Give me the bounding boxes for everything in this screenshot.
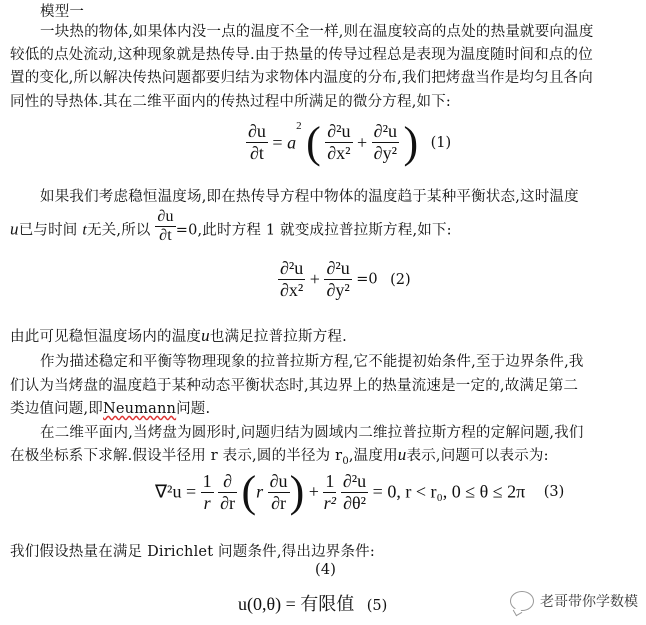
- eq3-f5-den: ∂θ²: [343, 492, 366, 513]
- eq2-t2-num: ∂²u: [326, 258, 350, 278]
- section-title: 模型一: [40, 4, 85, 20]
- eq3-f2-num: ∂: [218, 471, 237, 493]
- eq2-t2-den: ∂y²: [326, 280, 350, 300]
- paragraph-line: 作为描述稳定和平衡等物理现象的拉普拉斯方程,它不能提初始条件,至于边界条件,我: [40, 354, 584, 370]
- text-frag: 已与时间: [18, 222, 78, 239]
- var-u: u: [397, 445, 407, 464]
- paragraph-line: 同性的导热体.其在二维平面内的传热过程中所满足的微分方程,如下:: [10, 94, 452, 110]
- text-frag: ,温度用: [348, 448, 398, 464]
- eq2-tag: (2): [390, 271, 411, 288]
- eq3-f5-num: ∂²u: [342, 470, 367, 491]
- eq3-inner-r: r: [256, 481, 264, 502]
- var-u: u: [201, 326, 210, 345]
- paragraph-line-mixed: [10, 397, 646, 418]
- eq3-f4-den: r²: [323, 492, 337, 513]
- eq3-f3-den: ∂r: [271, 492, 287, 513]
- paragraph-line: 如果我们考虑稳恒温度场,即在热传导方程中物体的温度趋于某种平衡状态,这时温度: [40, 189, 579, 205]
- text-frag: 表示,问题可以表示为:: [406, 448, 549, 464]
- eq1-t2-den: ∂y²: [373, 143, 397, 164]
- paragraph-line: 们认为当烤盘的温度趋于某种动态平衡状态时,其边界上的热量流速是一定的,故满足第二: [10, 378, 579, 394]
- text-frag: 类边值问题,即: [10, 401, 104, 417]
- var-t: t: [82, 221, 87, 239]
- eq4-tag: (4): [315, 562, 337, 578]
- eq1-lhs-num: ∂u: [248, 121, 266, 142]
- eq3-f3-num: ∂u: [269, 470, 288, 491]
- equation-2: $\frac{\text{∂²u}}{\text{∂x²}}$ + $\frac{\text{∂²u}}{\text{∂y²}}$ =0 (2): [280, 258, 411, 300]
- equation-3: ∇²u = $\frac{1}{r}$ $\frac{\partial}{\partial r}$ (r $\frac{\partial u}{\partial r}$ ) + $\frac{1}{\text{r²}}$ $\frac{\text{∂²u}}{\text{∂θ²}}$ = 0, r < r₀, 0 ≤ θ ≤ 2π (3): [155, 467, 565, 516]
- equation-5: [238, 590, 387, 616]
- eq3-f1-num: 1: [202, 470, 212, 491]
- eq1-lhs-den: ∂t: [250, 143, 264, 164]
- eq1-t1-den: ∂x²: [327, 143, 351, 164]
- eq1-coef-sup: 2: [296, 120, 302, 132]
- eq3-rhs: = 0, r < r₀, 0 ≤ θ ≤ 2π: [372, 481, 526, 502]
- watermark: [510, 591, 638, 611]
- equation-1: $\frac{\partial u}{\partial t}$ = $a^2$ ( $\frac{\text{∂²u}}{\text{∂x²}}$ + $\frac{\text{∂²u}}{\text{∂y²}}$ ) (1): [248, 117, 452, 167]
- paragraph-line: 置的变化,所以解决传热问题都要归结为求物体内温度的分布,我们把烤盘当作是均匀且各向: [10, 70, 593, 86]
- text-frag: =0,此时方程 1 就变成拉普拉斯方程,如下:: [175, 222, 452, 239]
- eq3-f1-den: r: [203, 492, 211, 513]
- text-frag: 问题.: [176, 401, 211, 417]
- neumann-term: Neumann: [103, 401, 177, 417]
- eq5-tag: (5): [366, 598, 388, 614]
- eq2-t1-den: ∂x²: [280, 280, 304, 300]
- paragraph-line-mixed: [10, 208, 646, 249]
- inline-frac-den: ∂t: [159, 227, 172, 244]
- subscript: 0: [342, 455, 349, 467]
- eq2-rhs: =0: [356, 271, 378, 288]
- watermark-text: 老哥带你学数模: [540, 594, 638, 610]
- paragraph-line: 我们假设热量在满足 Dirichlet 问题条件,得出边界条件:: [10, 544, 375, 560]
- eq3-tag: (3): [543, 484, 565, 500]
- var-u: u: [10, 219, 19, 239]
- eq1-t2-num: ∂²u: [373, 121, 397, 142]
- eq3-plus: +: [308, 481, 319, 502]
- text-frag: 也满足拉普拉斯方程.: [209, 329, 347, 345]
- eq3-f4-num: 1: [325, 470, 335, 491]
- eq1-tag: (1): [430, 134, 452, 151]
- eq2-t1-num: ∂²u: [280, 258, 304, 278]
- text-frag: 由此可见稳恒温度场内的温度: [10, 329, 202, 345]
- paragraph-line: 在二维平面内,当烤盘为圆形时,问题归结为圆域内二维拉普拉斯方程的定解问题,我们: [40, 425, 584, 441]
- eq3-f2-den: ∂r: [220, 492, 235, 513]
- inline-frac-num: ∂u: [157, 208, 174, 225]
- text-frag: 在极坐标系下求解.假设半径用 r 表示,圆的半径为 r: [10, 448, 343, 464]
- paragraph-line: 较低的点处流动,这种现象就是热传导.由于热量的传导过程总是表现为温度随时间和点的位: [10, 47, 593, 63]
- eq5-expr: u(0,θ) = 有限值: [238, 594, 355, 614]
- paragraph-line-mixed: [10, 325, 646, 346]
- eq1-t1-num: ∂²u: [327, 121, 351, 142]
- text-frag: 无关,所以: [86, 222, 151, 239]
- eq1-coef: a: [287, 132, 297, 153]
- paragraph-line-mixed: [10, 444, 646, 467]
- wechat-icon: [510, 591, 534, 611]
- paragraph-line: 一块热的物体,如果体内没一点的温度不全一样,则在温度较高的点处的热量就要向温度: [40, 24, 594, 40]
- eq3-lhs: ∇²u =: [155, 481, 197, 502]
